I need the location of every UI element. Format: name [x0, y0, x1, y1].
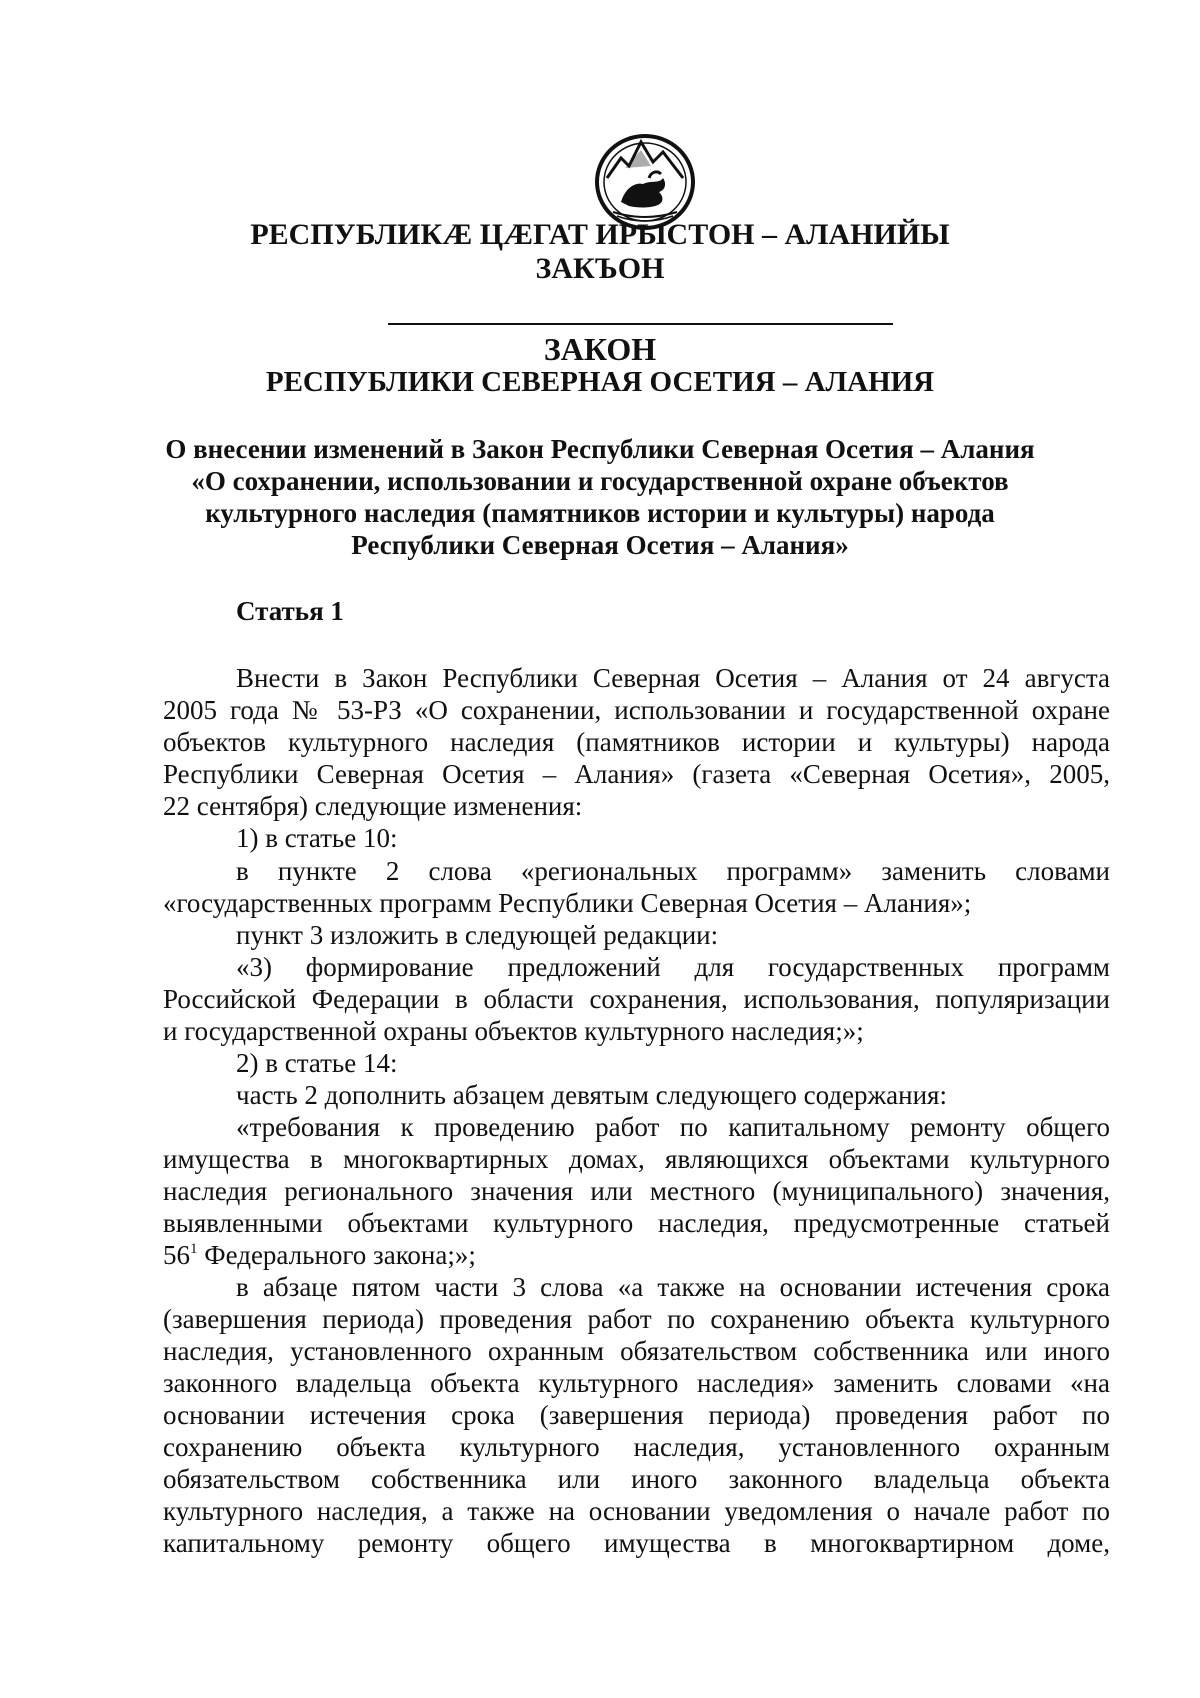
body-line: в пункте 2 слова «региональных программ» заменить словами: [236, 856, 1110, 886]
body-line: «требования к проведению работ по капитальному ремонту общего: [236, 1112, 1110, 1142]
superscript-number: 1: [190, 1241, 198, 1257]
body-line: (завершения периода) проведения работ по сохранению объекта культурного: [163, 1304, 1110, 1334]
body-line: имущества в многоквартирных домах, являющихся объектами культурного: [163, 1144, 1110, 1174]
body-line: основании истечения срока (завершения периода) проведения работ по: [163, 1400, 1110, 1430]
document-title-line: Республики Северная Осетия – Алания»: [351, 530, 849, 560]
body-line: законного владельца объекта культурного наследия» заменить словами «на: [163, 1368, 1110, 1398]
body-line: 2) в статье 14:: [236, 1048, 398, 1078]
body-line: пункт 3 изложить в следующей редакции:: [236, 920, 719, 950]
document-title-line: «О сохранении, использовании и государственной охране объектов: [191, 466, 1009, 496]
article-number: 56: [163, 1240, 190, 1270]
body-line: 1) в статье 10:: [236, 823, 398, 853]
document-title-line: культурного наследия (памятников истории и культуры) народа: [205, 498, 995, 528]
body-line: часть 2 дополнить абзацем девятым следующего содержания:: [236, 1080, 947, 1110]
body-line: Республики Северная Осетия – Алания» (газета «Северная Осетия», 2005,: [163, 759, 1110, 789]
coat-of-arms-emblem: [591, 128, 699, 232]
article-heading: Статья 1: [236, 596, 344, 626]
document-title-line: О внесении изменений в Закон Республики Северная Осетия – Алания: [165, 434, 1035, 464]
body-line: [163, 1239, 1110, 1271]
body-line: обязательством собственника или иного законного владельца объекта: [163, 1464, 1110, 1494]
body-line: «3) формирование предложений для государственных программ: [236, 952, 1110, 982]
header-divider: [388, 323, 893, 325]
body-line: наследия регионального значения или местного (муниципального) значения,: [163, 1176, 1110, 1206]
body-line: и государственной охраны объектов культурного наследия;»;: [163, 1016, 864, 1046]
body-line: наследия, установленного охранным обязательством собственника или иного: [163, 1336, 1110, 1366]
body-line: выявленными объектами культурного наследия, предусмотренные статьей: [163, 1208, 1110, 1238]
body-line: Внести в Закон Республики Северная Осетия – Алания от 24 августа: [236, 663, 1110, 693]
body-line: «государственных программ Республики Северная Осетия – Алания»;: [163, 888, 972, 918]
body-line: капитальному ремонту общего имущества в многоквартирном доме,: [163, 1528, 1110, 1558]
body-line: 2005 года № 53-РЗ «О сохранении, использовании и государственной охране: [163, 695, 1110, 725]
law-label-ossetian: ЗАКЪОН: [535, 252, 665, 285]
body-line: в абзаце пятом части 3 слова «а также на основании истечения срока: [236, 1272, 1110, 1302]
body-line: культурного наследия, а также на основании уведомления о начале работ по: [163, 1496, 1110, 1526]
body-line-text: Федерального закона;»;: [197, 1240, 476, 1270]
law-label-russian: ЗАКОН: [543, 331, 657, 367]
body-line: сохранению объекта культурного наследия, установленного охранным: [163, 1432, 1110, 1462]
republic-name-russian: РЕСПУБЛИКИ СЕВЕРНАЯ ОСЕТИЯ – АЛАНИЯ: [265, 366, 935, 398]
body-line: 22 сентября) следующие изменения:: [163, 791, 583, 821]
body-line: Российской Федерации в области сохранения, использования, популяризации: [163, 984, 1110, 1014]
body-line: объектов культурного наследия (памятников истории и культуры) народа: [163, 727, 1110, 757]
republic-name-ossetian: РЕСПУБЛИКӔ ЦӔГАТ ИРЫСТОН – АЛАНИЙЫ: [250, 218, 950, 251]
